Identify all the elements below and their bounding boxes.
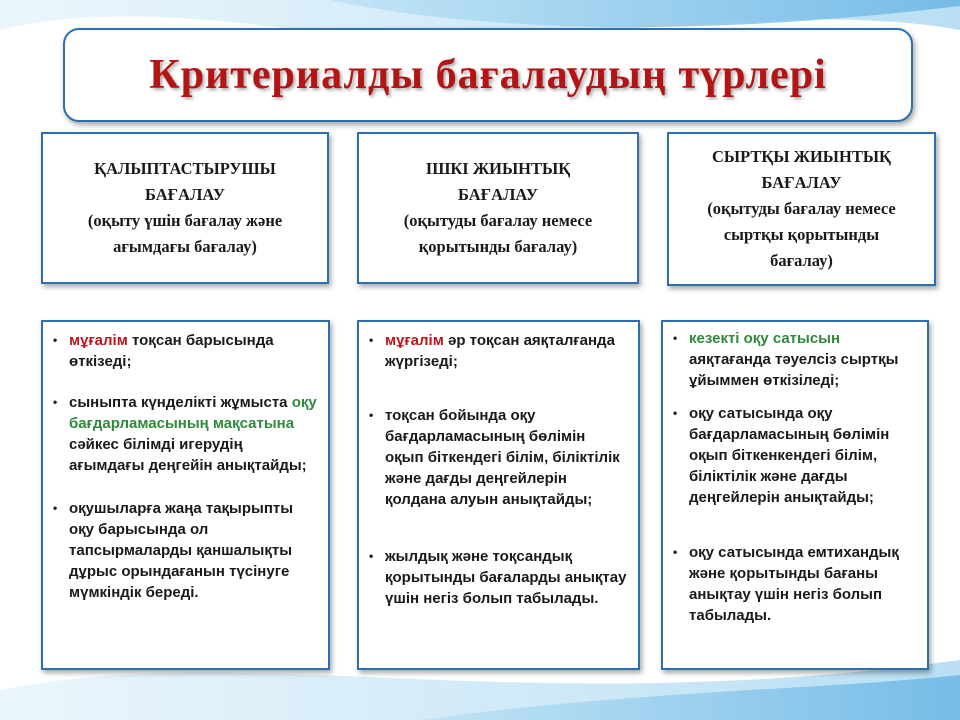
list-item — [51, 392, 318, 476]
item-text: тоқсан барысында өткізеді; — [69, 332, 274, 370]
header-line: ҚАЛЫПТАСТЫРУШЫ — [94, 159, 276, 178]
list-item — [671, 542, 917, 626]
item-text: тоқсан бойында оқу бағдарламасының бөлімін оқып біткендегі білім, біліктілік және дағды деңгейлерін қолдана алуын анықтайды; — [385, 407, 620, 508]
bullet-icon: • — [673, 331, 678, 345]
header-line: СЫРТҚЫ ЖИЫНТЫҚ — [711, 147, 892, 166]
content-box-internal-summative — [357, 320, 640, 670]
list-item — [671, 328, 917, 391]
bullet-icon: • — [53, 501, 58, 515]
item-text: аяқтағанда тәуелсіз сыртқы ұйыммен өткізіледі; — [689, 351, 899, 389]
item-text: оқу сатысында емтихандық және қорытынды бағаны анықтау үшін негіз болып табылады. — [689, 544, 899, 624]
list-item — [367, 546, 628, 609]
header-line: БАҒАЛАУ — [145, 185, 225, 204]
bullet-list — [671, 328, 917, 626]
highlight-text: мұғалім — [385, 332, 444, 349]
header-line: сыртқы қорытынды — [723, 225, 880, 244]
header-line: (оқытуды бағалау немесе — [403, 211, 593, 230]
list-item — [367, 330, 628, 372]
item-text: оқу сатысында оқу бағдарламасының бөлімін оқып біткенкендегі білім, біліктілік және дағды деңгейлерін анықтайды; — [689, 405, 890, 506]
header-line: ағымдағы бағалау) — [113, 237, 257, 256]
header-box-internal-summative — [357, 132, 639, 284]
highlight-text: оқу бағдарламасының мақсатына — [69, 394, 317, 432]
item-text: сәйкес білімді игерудің ағымдағы деңгейін анықтайды; — [69, 436, 307, 474]
header-box-external-summative — [667, 132, 936, 286]
bullet-icon: • — [53, 333, 58, 347]
list-item — [671, 403, 917, 508]
header-line: бағалау) — [770, 251, 833, 270]
bullet-icon: • — [673, 406, 678, 420]
item-text: әр тоқсан аяқталғанда жүргізеді; — [385, 332, 615, 370]
header-line: (оқытуды бағалау немесе — [707, 199, 896, 218]
bullet-icon: • — [53, 395, 58, 409]
header-line: БАҒАЛАУ — [761, 173, 842, 192]
bullet-list — [51, 330, 318, 603]
highlight-text: кезекті оқу сатысын — [689, 330, 841, 347]
bullet-icon: • — [369, 333, 374, 347]
bullet-icon: • — [369, 408, 374, 422]
item-text: жылдық және тоқсандық қорытынды бағаларды анықтау үшін негіз болып табылады. — [385, 548, 627, 607]
header-line: ІШКІ ЖИЫНТЫҚ — [425, 159, 571, 178]
highlight-text: мұғалім — [69, 332, 128, 349]
list-item — [367, 405, 628, 510]
item-text: сыныпта күнделікті жұмыста — [69, 394, 292, 411]
page-title: Критериалды бағалаудың түрлері — [149, 52, 827, 98]
header-line: БАҒАЛАУ — [458, 185, 538, 204]
bullet-icon: • — [673, 545, 678, 559]
content-box-external-summative — [661, 320, 929, 670]
title-box — [63, 28, 913, 122]
item-text: оқушыларға жаңа тақырыпты оқу барысында ол тапсырмаларды қаншалықты дұрыс орындағанын түсінуге мүмкіндік береді. — [69, 500, 294, 601]
list-item — [51, 330, 318, 372]
header-line: (оқыту үшін бағалау және — [87, 211, 283, 230]
header-box-formative — [41, 132, 329, 284]
content-box-formative — [41, 320, 330, 670]
list-item — [51, 498, 318, 603]
bullet-icon: • — [369, 549, 374, 563]
header-line: қорытынды бағалау) — [418, 237, 578, 256]
bullet-list — [367, 330, 628, 609]
